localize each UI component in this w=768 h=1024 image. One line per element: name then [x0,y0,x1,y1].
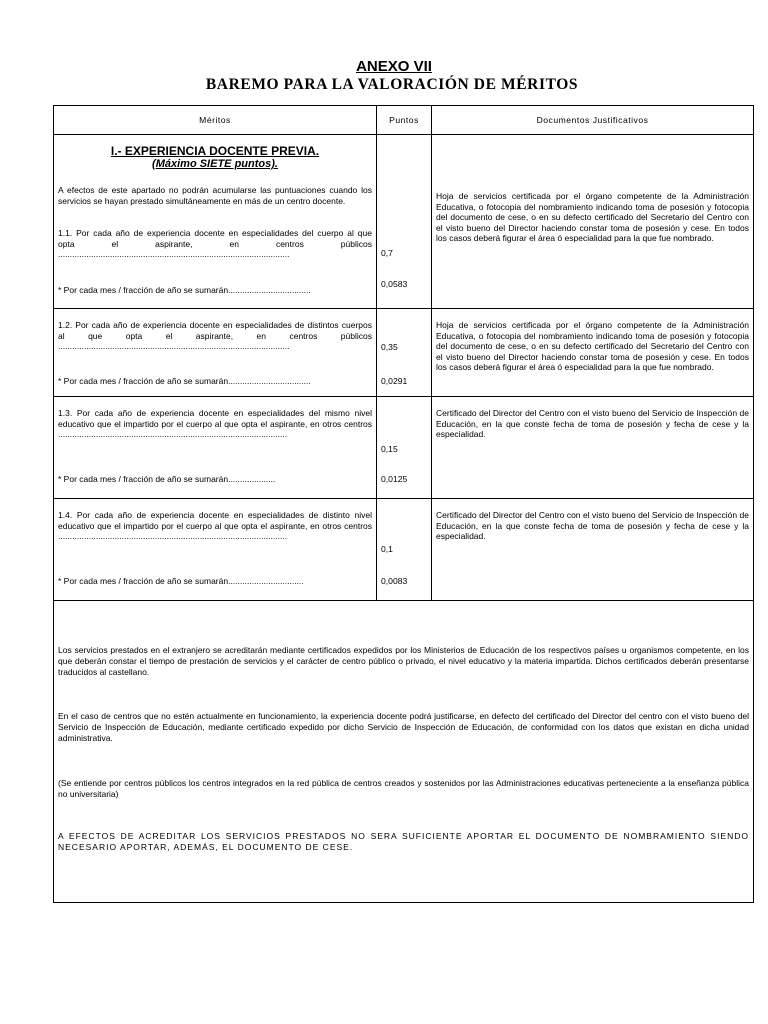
documents-cell [432,499,754,601]
merit-text: 1.3. Por cada año de experiencia docente en especialidades del mismo nivel educativo que el impartido por el cuerpo al que opta el aspirante, en otros centros ................................................................................................. [58,408,372,440]
annex-title: ANEXO VII [356,58,432,75]
points-value: 0,7 [381,248,393,258]
note-acreditar: A EFECTOS DE ACREDITAR LOS SERVICIOS PRESTADOS NO SERA SUFICIENTE APORTAR EL DOCUMENTO DE NOMBRAMIENTO SIENDO NECESARIO APORTAR, ADEMÁS, EL DOCUMENTO DE CESE. [58,831,749,852]
document-header [0,58,768,94]
points-cell [377,397,432,499]
documents-cell [432,397,754,499]
merit-text: 1.2. Por cada año de experiencia docente en especialidades de distintos cuerpos al que opta el aspirante, en centros públicos .................................................................................................. [58,320,372,352]
table-header-row [54,106,754,135]
points-month-value: 0,0125 [381,474,408,484]
notes-cell [54,601,754,903]
table-row [54,309,754,397]
merit-per-month: * Por cada mes / fracción de año se sumarán.................... [58,474,276,484]
merit-per-month: * Por cada mes / fracción de año se sumarán................................ [58,576,304,586]
table-row [54,499,754,601]
merit-cell [54,397,377,499]
points-cell [377,499,432,601]
merit-text: 1.1. Por cada año de experiencia docente en especialidades del cuerpo al que opta el aspirante, en centros públicos .................................................................................................. [58,228,372,260]
notes-row [54,601,754,903]
merit-cell [54,309,377,397]
note-centros-cerrados: En el caso de centros que no estén actualmente en funcionamiento, la experiencia docente podrá justificarse, en defecto del certificado del Director del centro con el visto bueno del Servicio de Inspección de Educación, mediante certificado expedido por dicho Servicio de Inspección de Educación, de conformidad con los datos que existan en dicha unidad administrativa. [58,711,749,743]
merit-per-month: * Por cada mes / fracción de año se sumarán................................... [58,376,311,386]
header-documentos: Documentos Justificativos [432,106,754,135]
table-row [54,397,754,499]
documents-text: Certificado del Director del Centro con el visto bueno del Servicio de Inspección de Educación, en la que conste fecha de toma de posesión y fecha de cese y la especialidad. [436,510,749,542]
section-title: I.- EXPERIENCIA DOCENTE PREVIA. [110,144,320,158]
documents-cell [432,309,754,397]
points-month-value: 0,0083 [381,576,408,586]
documents-text: Hoja de servicios certificada por el órgano competente de la Administración Educativa, o fotocopia del nombramiento indicando toma de posesión y fotocopia del documento de cese, o en su defecto certificado del Secretario del Centro con el visto bueno del Director haciendo constar toma de posesión y cese. En todos los casos deberá figurar el área ó especialidad para la que fue nombrado. [436,191,749,244]
documents-cell [432,135,754,309]
merit-per-month: * Por cada mes / fracción de año se sumarán................................... [58,285,311,295]
points-cell [377,135,432,309]
note-centros-publicos: (Se entiende por centros públicos los centros integrados en la red pública de centros creados y sostenidos por las Administraciones educativas perteneciente a la enseñanza pública no universitaria) [58,778,749,799]
baremo-title: BAREMO PARA LA VALORACIÓN DE MÉRITOS [205,76,579,93]
table-row [54,135,754,309]
header-meritos: Méritos [54,106,377,135]
points-cell [377,309,432,397]
documents-text: Hoja de servicios certificada por el órgano competente de la Administración Educativa, o fotocopia del nombramiento indicando toma de posesión y fotocopia del documento de cese, o en su defecto certificado del Secretario del Centro con el visto bueno del Director haciendo constar toma de posesión y cese. En todos los casos deberá figurar el área ó especialidad para la que fue nombrado. [436,320,749,373]
points-value: 0,35 [381,342,398,352]
note-extranjero: Los servicios prestados en el extranjero se acreditarán mediante certificados expedidos por los Ministerios de Educación de los respectivos países u organismos competente, en los que deberán constar el tiempo de prestación de servicios y el carácter de centro público o privado, el nivel educativo y la materia impartida. Dichos certificados deberán presentarse traducidos al castellano. [58,645,749,677]
points-month-value: 0,0291 [381,376,408,386]
points-month-value: 0,0583 [381,279,408,289]
merit-cell [54,499,377,601]
header-puntos: Puntos [377,106,432,135]
merits-table [53,105,754,903]
section-intro: A efectos de este apartado no podrán acumularse las puntuaciones cuando los servicios se hayan prestado simultáneamente en más de un centro docente. [58,185,372,206]
merit-text: 1.4. Por cada año de experiencia docente en especialidades de distinto nivel educativo que el impartido por el cuerpo al que opta el aspirante, en otros centros ................................................................................................. [58,510,372,542]
documents-text: Certificado del Director del Centro con el visto bueno del Servicio de Inspección de Educación, en la que conste fecha de toma de posesión y fecha de cese y la especialidad. [436,408,749,440]
points-value: 0,1 [381,544,393,554]
merit-cell [54,135,377,309]
section-subtitle: (Máximo SIETE puntos). [152,158,278,170]
points-value: 0,15 [381,444,398,454]
